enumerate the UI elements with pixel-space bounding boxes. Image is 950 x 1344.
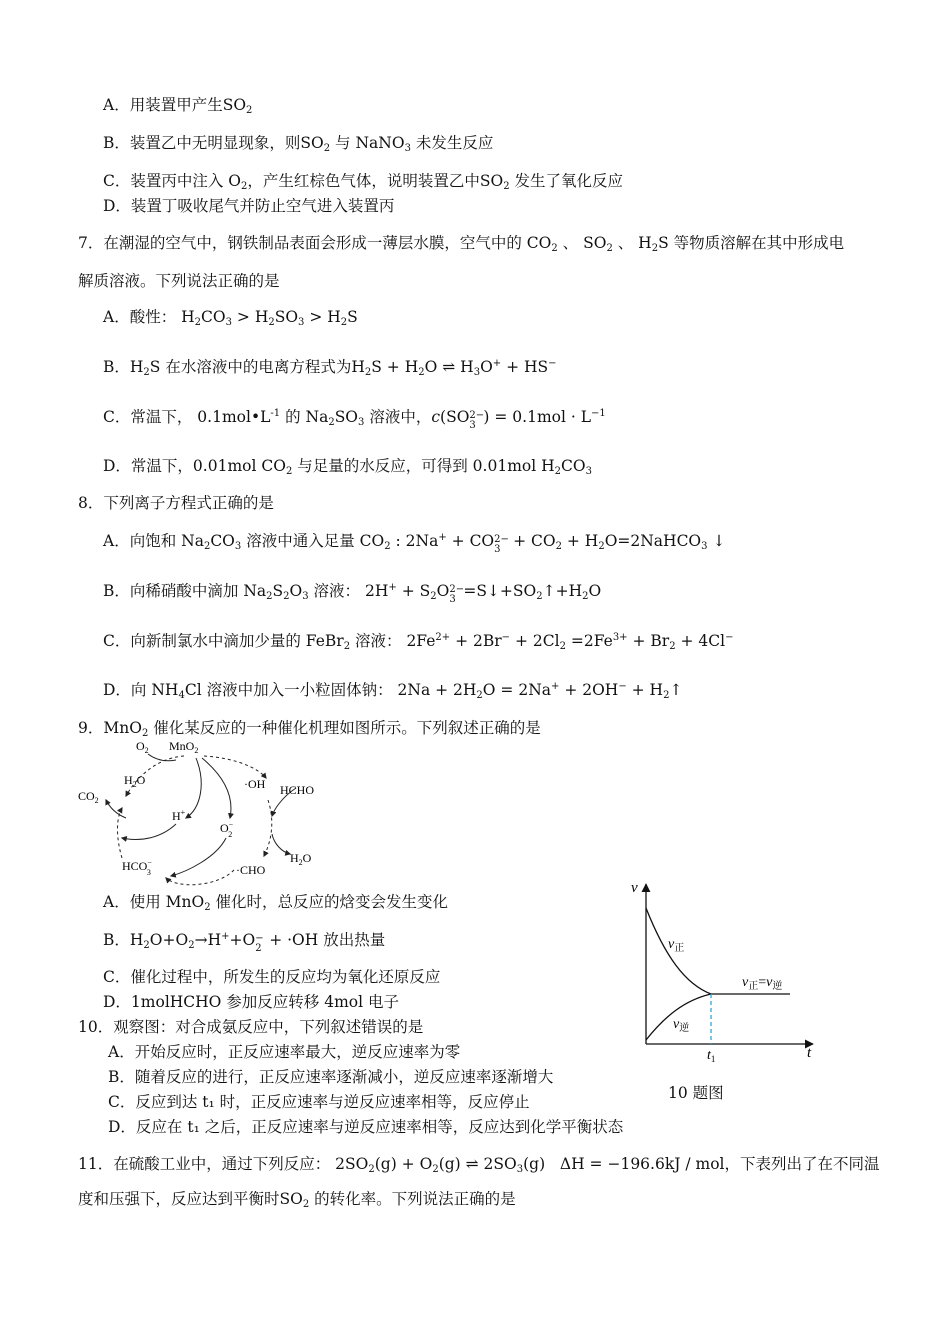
q10-option-a: A．开始反应时，正反应速率最大，逆反应速率为零 <box>108 1043 461 1061</box>
label-h2o-right: $H_2O$ <box>290 851 312 867</box>
q10-option-d: D．反应在 t₁ 之后，正反应速率与逆反应速率相等，反应达到化学平衡状态 <box>108 1118 624 1136</box>
q9-option-b: B．$H_2O+O_2\to H^++O$ − 2 + ·OH 放出热量 <box>103 931 386 954</box>
q7-option-b: B．$H_2S$ 在水溶液中的电离方程式为$H_2S + H_2O$ ⇌ $H_3O^+ + HS^-$ <box>103 358 557 378</box>
graph-caption: 10 题图 <box>668 1084 724 1102</box>
q6-option-d: D．装置丁吸收尾气并防止空气进入装置丙 <box>103 197 395 215</box>
q7-stem-line2: 解质溶液。下列说法正确的是 <box>78 272 280 290</box>
q6-option-c: C．装置丙中注入 $O_2$，产生红棕色气体，说明装置乙中$SO_2$ 发生了氧化反应 <box>103 172 624 192</box>
label-co2: $CO_2$ <box>78 789 99 805</box>
cycle-top-left-arc <box>126 756 184 796</box>
y-axis-label: v <box>631 880 638 896</box>
label-cho: ·CHO <box>236 863 266 877</box>
cycle-bottom-arc <box>166 870 234 885</box>
q8-stem: 8．下列离子方程式正确的是 <box>78 494 274 512</box>
cycle-right-arc <box>264 800 272 856</box>
label-hcho: HCHO <box>280 783 315 797</box>
label-hplus: H+ <box>172 808 186 823</box>
label-o2: $O_2$ <box>136 739 149 755</box>
label-mno2: MnO$_2$ <box>169 739 199 755</box>
q11-stem-line2: 度和压强下，反应达到平衡时$SO_2$ 的转化率。下列说法正确的是 <box>78 1190 516 1210</box>
arrow-mno2-to-o2minus <box>202 758 231 818</box>
arrow-mno2-to-hplus <box>186 758 201 818</box>
q8-option-a: A．向饱和 $Na_2CO_3$ 溶液中通入足量 $CO_2$ : 2Na+ + CO 2− 3 + $CO_2$ + $H_2O=2NaHCO_3$ ↓ <box>103 532 726 555</box>
equal-rate-label: $v_正=v_逆$ <box>742 975 783 992</box>
reverse-rate-label: $v_逆$ <box>673 1017 690 1034</box>
label-hco3: HCO− 3 <box>122 858 152 877</box>
label-o2-minus: O− 2 <box>220 820 234 839</box>
q7-option-d: D．常温下，0.01mol $CO_2$ 与足量的水反应，可得到 0.01mol $H_2CO_3$ <box>103 457 592 477</box>
q10-stem: 10．观察图：对合成氨反应中，下列叙述错误的是 <box>78 1018 424 1036</box>
q10-option-c: C．反应到达 t₁ 时，正反应速率与逆反应速率相等，反应停止 <box>108 1093 530 1111</box>
q7-stem-line1: 7．在潮湿的空气中，钢铁制品表面会形成一薄层水膜，空气中的 $CO_2$ 、 $SO_2$ 、 $H_2S$ 等物质溶解在其中形成电 <box>78 234 845 254</box>
cycle-top-right-arc <box>204 756 266 778</box>
q9-option-c: C．催化过程中，所发生的反应均为氧化还原反应 <box>103 968 441 986</box>
q6-option-a: A．用装置甲产生$SO_2$ <box>103 96 253 116</box>
rate-time-graph <box>625 876 825 1066</box>
q9-stem: 9．MnO$_2$ 催化某反应的一种催化机理如图所示。下列叙述正确的是 <box>78 719 541 739</box>
forward-rate-label: $v_正$ <box>668 937 685 954</box>
q9-option-a: A．使用 MnO$_2$ 催化时，总反应的焓变会发生变化 <box>103 893 449 913</box>
catalytic-mechanism-diagram <box>76 738 336 890</box>
arrow-o2-in <box>148 754 176 761</box>
q10-option-b: B．随着反应的进行，正反应速率逐渐减小，逆反应速率逐渐增大 <box>108 1068 554 1086</box>
arrow-h2o-out <box>272 834 290 854</box>
q7-option-a: A．酸性： $H_2CO_3 > H_2SO_3 > H_2S$ <box>103 308 358 328</box>
q6-option-b: B．装置乙中无明显现象，则$SO_2$ 与 NaNO$_3$ 未发生反应 <box>103 134 494 154</box>
t1-label: $t_1$ <box>707 1048 716 1064</box>
label-oh: ·OH <box>244 777 266 791</box>
q9-option-d: D．1molHCHO 参加反应转移 4mol 电子 <box>103 993 400 1011</box>
q8-option-d: D．向 $NH_4Cl$ 溶液中加入一小粒固体钠： $2Na + 2H_2O = 2Na^+ + 2OH^-$ + $H_2↑$ <box>103 681 683 701</box>
q8-option-b: B．向稀硝酸中滴加 $Na_2S_2O_3$ 溶液： $2H^+ + S_2O$ 2− 3 $=S↓+SO_2↑+H_2O$ <box>103 582 602 605</box>
q8-option-c: C．向新制氯水中滴加少量的 FeBr$_2$ 溶液： $2Fe^{2+} + 2Br^- + 2Cl_2 =2Fe^{3+} + Br_2 + 4Cl^-$ <box>103 632 734 652</box>
x-axis-label: t <box>807 1045 812 1061</box>
arrow-co2-out <box>106 800 126 818</box>
q11-stem-line1: 11．在硫酸工业中，通过下列反应： $2SO_2(g) + O_2(g)$ ⇌ $2SO_3(g) \Delta H = -196.6kJ$ / mol，下表列出了在不同温 <box>78 1155 880 1175</box>
label-h2o-left: $H_2O$ <box>124 773 146 789</box>
arrow-o2minus-to-bottom <box>171 838 226 876</box>
q7-option-c: C．常温下， $0.1mol•L^{-1}$ 的 $Na_2SO_3$ 溶液中，c(SO 2− 3 ) = $0.1mol \cdot L^{-1}$ <box>103 408 606 431</box>
arrow-hplus-to-left <box>122 824 176 839</box>
